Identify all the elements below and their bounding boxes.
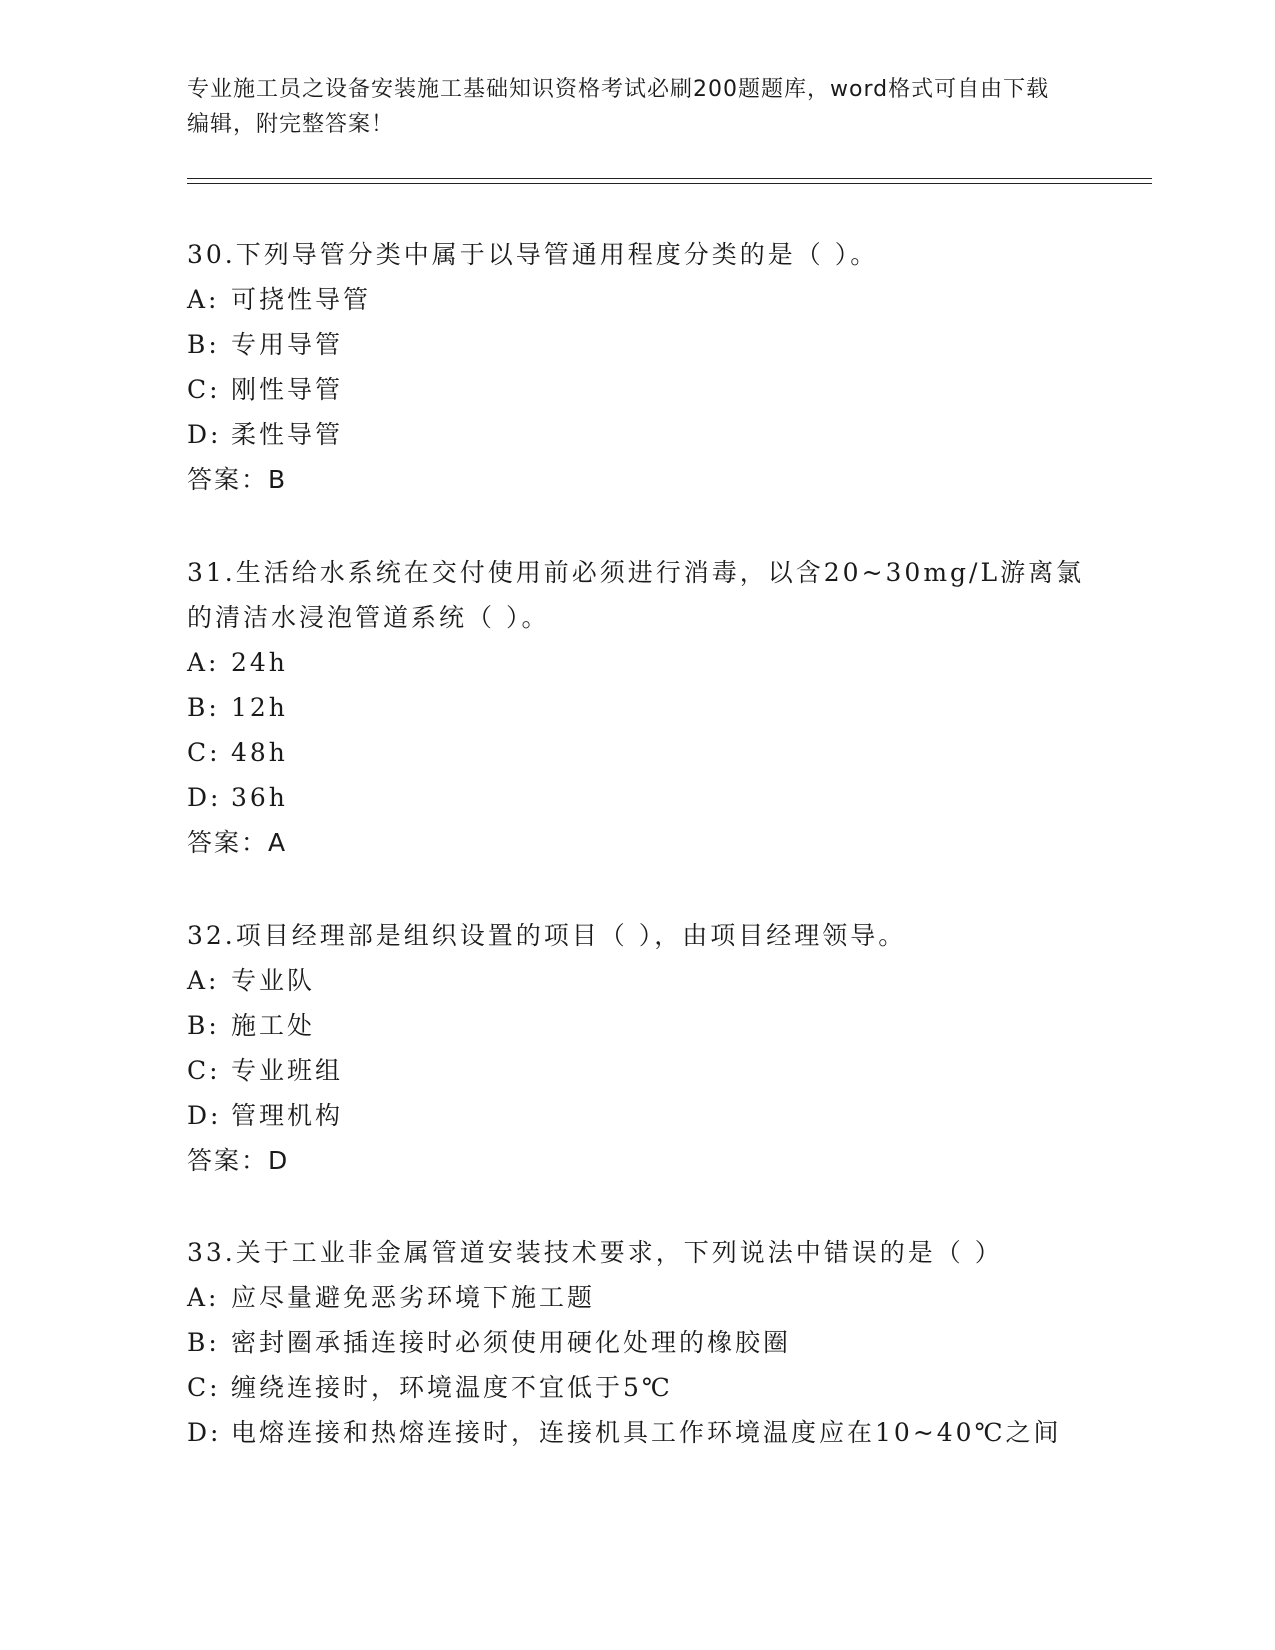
option-text: 应尽量避免恶劣环境下施工题: [231, 1283, 596, 1312]
option-a: [187, 1275, 1087, 1320]
option-c: [187, 1048, 1087, 1093]
question-stem: 31.生活给水系统在交付使用前必须进行消毒，以含20~30mg/L游离氯的清洁水浸泡管道系统（ ）。: [187, 558, 1085, 632]
option-c: [187, 367, 1087, 412]
option-a: [187, 640, 1087, 685]
option-letter: D:: [187, 420, 222, 449]
document-header: 专业施工员之设备安装施工基础知识资格考试必刷200题题库，word格式可自由下载编辑，附完整答案！: [187, 77, 1050, 137]
option-c: [187, 1365, 1087, 1410]
option-letter: A:: [187, 966, 220, 995]
question-30: [187, 232, 1087, 502]
option-text: 专业班组: [231, 1056, 344, 1085]
option-text: 施工处: [231, 1011, 316, 1040]
option-text: 36h: [231, 783, 288, 812]
option-b: [187, 1320, 1087, 1365]
option-d: [187, 1410, 1087, 1455]
option-text: 48h: [231, 738, 288, 767]
option-text: 可挠性导管: [231, 285, 372, 314]
option-d: [187, 775, 1087, 820]
option-letter: D:: [187, 1101, 222, 1130]
question-stem: 32.项目经理部是组织设置的项目（ ），由项目经理领导。: [187, 921, 907, 950]
option-letter: C:: [187, 375, 221, 404]
option-text: 缠绕连接时，环境温度不宜低于5℃: [231, 1373, 673, 1402]
option-text: 专用导管: [231, 330, 344, 359]
option-letter: A:: [187, 285, 220, 314]
option-b: [187, 322, 1087, 367]
option-text: 12h: [231, 693, 288, 722]
option-d: [187, 412, 1087, 457]
option-a: [187, 277, 1087, 322]
option-b: [187, 685, 1087, 730]
option-text: 管理机构: [231, 1101, 344, 1130]
question-32: [187, 913, 1087, 1183]
option-d: [187, 1093, 1087, 1138]
header-divider-top: [187, 178, 1152, 179]
option-text: 24h: [231, 648, 288, 677]
option-letter: D:: [187, 783, 222, 812]
question-31: [187, 550, 1087, 865]
option-letter: B:: [187, 1011, 220, 1040]
option-a: [187, 958, 1087, 1003]
option-letter: A:: [187, 648, 220, 677]
question-stem: 33.关于工业非金属管道安装技术要求，下列说法中错误的是（ ）: [187, 1238, 1003, 1267]
option-text: 专业队: [231, 966, 316, 995]
header-divider-bottom: [187, 183, 1152, 184]
option-text: 密封圈承插连接时必须使用硬化处理的橡胶圈: [231, 1328, 792, 1357]
option-letter: B:: [187, 693, 220, 722]
option-letter: B:: [187, 330, 220, 359]
option-letter: C:: [187, 738, 221, 767]
option-c: [187, 730, 1087, 775]
option-text: 电熔连接和热熔连接时，连接机具工作环境温度应在10~40℃之间: [231, 1418, 1062, 1447]
option-b: [187, 1003, 1087, 1048]
answer-label: 答案：B: [187, 465, 288, 494]
question-33: [187, 1230, 1087, 1455]
option-text: 刚性导管: [231, 375, 344, 404]
answer-label: 答案：A: [187, 828, 288, 857]
option-letter: C:: [187, 1373, 221, 1402]
option-letter: A:: [187, 1283, 220, 1312]
option-letter: D:: [187, 1418, 222, 1447]
option-text: 柔性导管: [231, 420, 344, 449]
option-letter: C:: [187, 1056, 221, 1085]
option-letter: B:: [187, 1328, 220, 1357]
question-stem: 30.下列导管分类中属于以导管通用程度分类的是（ ）。: [187, 240, 879, 269]
answer-label: 答案：D: [187, 1146, 290, 1175]
